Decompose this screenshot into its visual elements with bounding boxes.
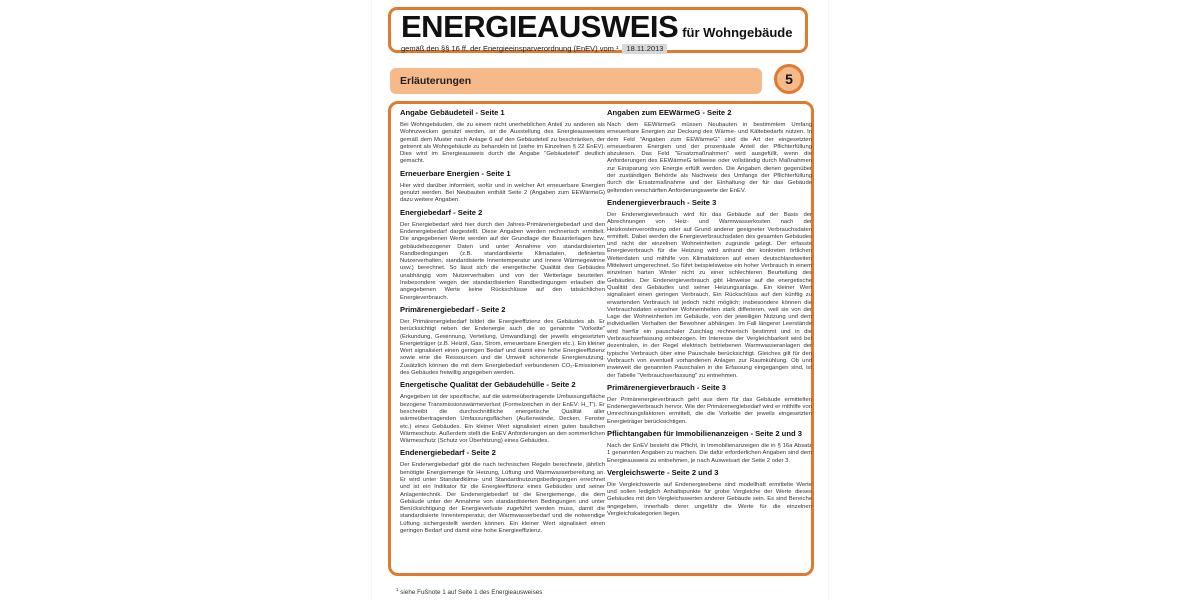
section-heading: Angaben zum EEWärmeG - Seite 2 <box>607 108 732 117</box>
section-heading: Endenergiebedarf - Seite 2 <box>400 448 496 458</box>
section-text: Der Energiebedarf wird hier durch den Jahres-Primärenergiebedarf und den Endenergiebedarf dargestellt. Diese Angaben werden rechnerisch ermittelt. Die angegebenen Werte werden auf der Grundlage der Bauunterlagen bzw. gebäudebezogener Daten und unter Annahme von standardisierten Randbedingungen (z.B. standardisierte Klimadaten, definiertes Nutzerverhalten, standardisierte Innentemperatur und innere Wärmegewinne usw.) berechnet. So lässt sich die energetische Qualität des Gebäudes unabhängig vom Nutzerverhalten und von der Wetterlage beurteilen. Insbesondere wegen der standardisierten Randbedingungen erlauben die angegebenen Werte keine Rückschlüsse auf den tatsächlichen Energieverbrauch. <box>400 221 605 301</box>
section-heading: Erneuerbare Energien - Seite 1 <box>400 168 511 178</box>
left-column <box>400 108 605 538</box>
regulation-text: gemäß den §§ 16 ff. der Energieeinsparverordnung (EnEV) vom ¹ <box>401 44 619 53</box>
section-heading: Pflichtangaben für Immobilienanzeigen - Seite 2 und 3 <box>607 428 802 438</box>
document-subtitle: für Wohngebäude <box>682 25 793 40</box>
section-heading: Endenergieverbrauch - Seite 3 <box>607 197 717 207</box>
section-text: Bei Wohngebäuden, die zu einem nicht unerheblichen Anteil zu anderen als Wohnzwecken genutzt werden, ist die Ausstellung des Energieausweises gemäß dem Muster nach Anlage 6 auf den Gebäudeteil zu beschränken, der getrennt als Wohngebäude zu behandeln ist (siehe im Einzelnen § 22 EnEV). Dies wird im Energieausweis durch die Angabe "Gebäudeteil" deutlich gemacht. <box>400 122 605 165</box>
section-heading: Angabe Gebäudeteil - Seite 1 <box>400 108 505 117</box>
section-vergleichswerte <box>607 468 812 518</box>
section-heading: Primärenergieverbrauch - Seite 3 <box>607 382 727 392</box>
section-gebaeudeteil <box>400 108 605 166</box>
section-endenergiebedarf <box>400 448 605 535</box>
section-text: Nach dem EEWärmeG müssen Neubauten in bestimmtem Umfang erneuerbare Energien zur Deckung des Wärme- und Kältebedarfs nutzen. In dem Feld "Angaben zum EEWärmeG" sind die Art der eingesetzten erneuerbaren Energien und der prozentuale Anteil der Pflichterfüllung abzulesen. Das Feld "Ersatzmaßnahmen" wird ausgefüllt, wenn die Anforderungen des EEWärmeG teilweise oder vollständig durch Maßnahmen zur Einsparung von Energie erfüllt werden. Die Angaben dienen gegenüber der zuständigen Behörde als Nachweis des Umfangs der Pflichterfüllung durch die Ersatzmaßnahme und der Einhaltung der für das Gebäude geltenden verschärften Anforderungswerte der EnEV. <box>607 122 812 194</box>
section-text: Hier wird darüber informiert, wofür und in welcher Art erneuerbare Energien genutzt werden. Bei Neubauten enthält Seite 2 (Angaben zum EEWärmeG) dazu weitere Angaben. <box>400 182 605 204</box>
title-row <box>401 10 792 44</box>
footnote <box>396 587 542 596</box>
explanations-box <box>388 101 814 576</box>
document-title: ENERGIEAUSWEIS <box>401 9 679 44</box>
section-eewaermeg <box>607 108 812 195</box>
page-number-badge: 5 <box>774 64 804 94</box>
right-column <box>607 108 812 521</box>
date-field: 18.11.2013 <box>622 44 667 54</box>
section-erneuerbare-energien <box>400 169 605 205</box>
section-text: Der Primärenergieverbrauch geht aus dem für das Gebäude ermittelten Endenergieverbrauch hervor. Wie der Primärenergiebedarf wird er mithilfe von Umrechnungsfaktoren ermittelt, die die Vorkette der jeweils eingesetzten Energieträger berücksichtigen. <box>607 396 812 425</box>
section-primaerenergiebedarf <box>400 305 605 377</box>
header-box <box>388 7 808 53</box>
section-heading: Vergleichswerte - Seite 2 und 3 <box>607 467 719 477</box>
section-title: Erläuterungen <box>400 75 472 87</box>
section-text: Der Endenergiebedarf gibt die nach technischen Regeln berechnete, jährlich benötigte Energiemenge für Heizung, Lüftung und Warmwasserbereitung an. Er wird unter Standardklima- und Standardnutzungsbedingungen errechnet und ist ein Indikator für die Energieeffizienz eines Gebäudes und seiner Anlagentechnik. Der Endenergiebedarf ist die Energiemenge, die dem Gebäude unter der Annahme von standardisierten Bedingungen und unter Berücksichtigung der Energieverluste zugeführt werden muss, damit die standardisierte Innentemperatur, der Warmwasserbedarf und die notwendige Lüftung sichergestellt werden können. Ein kleiner Wert signalisiert einen geringen Bedarf und damit eine hohe Energieeffizienz. <box>400 462 605 535</box>
section-text: Der Endenergieverbrauch wird für das Gebäude auf der Basis der Abrechnungen von Heiz- und Warmwasserkosten nach der Heizkostenverordnung oder auf Grund anderer geeigneter Verbrauchsdaten ermittelt. Dabei werden die Energieverbrauchsdaten des gesamten Gebäudes und nicht der einzelnen Wohneinheiten zugrunde gelegt. Der erfasste Energieverbrauch für die Heizung wird anhand der konkreten örtlichen Wetterdaten und mithilfe von Klimafaktoren auf einen deutschlandweiten Mittelwert umgerechnet. So führt beispielsweise ein hoher Verbrauch in einem einzelnen harten Winter nicht zu einer schlechteren Beurteilung des Gebäudes. Der Endenergieverbrauch gibt Hinweise auf die energetische Qualität des Gebäudes und seiner Heizungsanlage. Ein kleiner Wert signalisiert einen geringen Verbrauch. Ein Rückschluss auf den künftig zu erwartenden Verbrauch ist jedoch nicht möglich; insbesondere können die Verbrauchsdaten einzelner Wohneinheiten stark differieren, weil sie von der Lage der Wohneinheiten im Gebäude, von der jeweiligen Nutzung und dem individuellen Verhalten der Bewohner abhängen. Im Fall längerer Leerstände wird hierfür ein pauschaler Zuschlag rechnerisch bestimmt und in die Verbrauchserfassung einbezogen. Im Interesse der Vergleichbarkeit wird bei dezentralen, in der Regel elektrisch betriebenen Warmwasseranlagen der typische Verbrauch über eine Pauschale berücksichtigt. Gleiches gilt für den Verbrauch von eventuell vorhandenen Anlagen zur Raumkühlung. Ob und inwieweit die genannten Pauschalen in die Erfassung eingegangen sind, ist der Tabelle "Verbrauchserfassung" zu entnehmen. <box>607 211 812 379</box>
section-heading: Energetische Qualität der Gebäudehülle - Seite 2 <box>400 380 576 390</box>
section-text: Der Primärenergiebedarf bildet die Energieeffizienz des Gebäudes ab. Er berücksichtigt neben der Endenergie auch die so genannte "Vorkette" (Erkundung, Gewinnung, Verteilung, Umwandlung) der jeweils eingesetzten Energieträger (z.B. Heizöl, Gas, Strom, erneuerbare Energien etc.). Ein kleiner Wert signalisiert einen geringen Bedarf und damit eine hohe Energieeffizienz sowie eine die Ressourcen und die Umwelt schonende Energienutzung. Zusätzlich können die mit dem Energiebedarf verbundenen CO₂-Emissionen des Gebäudes freiwillig angegeben werden. <box>400 318 605 377</box>
document-page <box>372 0 828 600</box>
section-heading: Primärenergiebedarf - Seite 2 <box>400 304 506 314</box>
section-endenergieverbrauch <box>607 198 812 380</box>
section-text: Nach der EnEV besteht die Pflicht, in Immobilienanzeigen die in § 16a Absatz 1 genannten Angaben zu machen. Die dafür erforderlichen Angaben sind dem Energieausweis zu entnehmen, je nach Ausweisart der Seite 2 oder 3. <box>607 442 812 464</box>
section-heading: Energiebedarf - Seite 2 <box>400 207 483 217</box>
section-pflichtangaben <box>607 429 812 465</box>
section-primaerenergieverbrauch <box>607 383 812 426</box>
section-bar <box>390 68 762 94</box>
section-text: Angegeben ist der spezifische, auf die wärmeübertragende Umfassungsfläche bezogene Transmissionswärmeverlust (Formelzeichen in der EnEV: H_T'). Er beschreibt die durchschnittliche energetische Qualität aller wärmeübertragenden Umfassungsflächen (Außenwände, Decken, Fenster etc.) eines Gebäudes. Ein kleiner Wert signalisiert einen guten baulichen Wärmeschutz. Außerdem stellt die EnEV Anforderungen an den sommerlichen Wärmeschutz (Schutz vor Überhitzung) eines Gebäudes. <box>400 394 605 445</box>
section-text: Die Vergleichswerte auf Endenergieebene sind modellhaft ermittelte Werte und sollen lediglich Anhaltspunkte für grobe Vergleiche der Werte dieses Gebäudes mit den Vergleichswerten anderer Gebäude sein. Es sind Bereiche angegeben, innerhalb derer ungefähr die Werte für die einzelnen Vergleichskategorien liegen. <box>607 481 812 518</box>
section-gebaeudehuelle <box>400 380 605 445</box>
section-energiebedarf <box>400 208 605 302</box>
regulation-line <box>401 44 667 54</box>
footnote-marker: 1 <box>396 587 399 592</box>
footnote-text: siehe Fußnote 1 auf Seite 1 des Energieausweises <box>400 589 543 597</box>
